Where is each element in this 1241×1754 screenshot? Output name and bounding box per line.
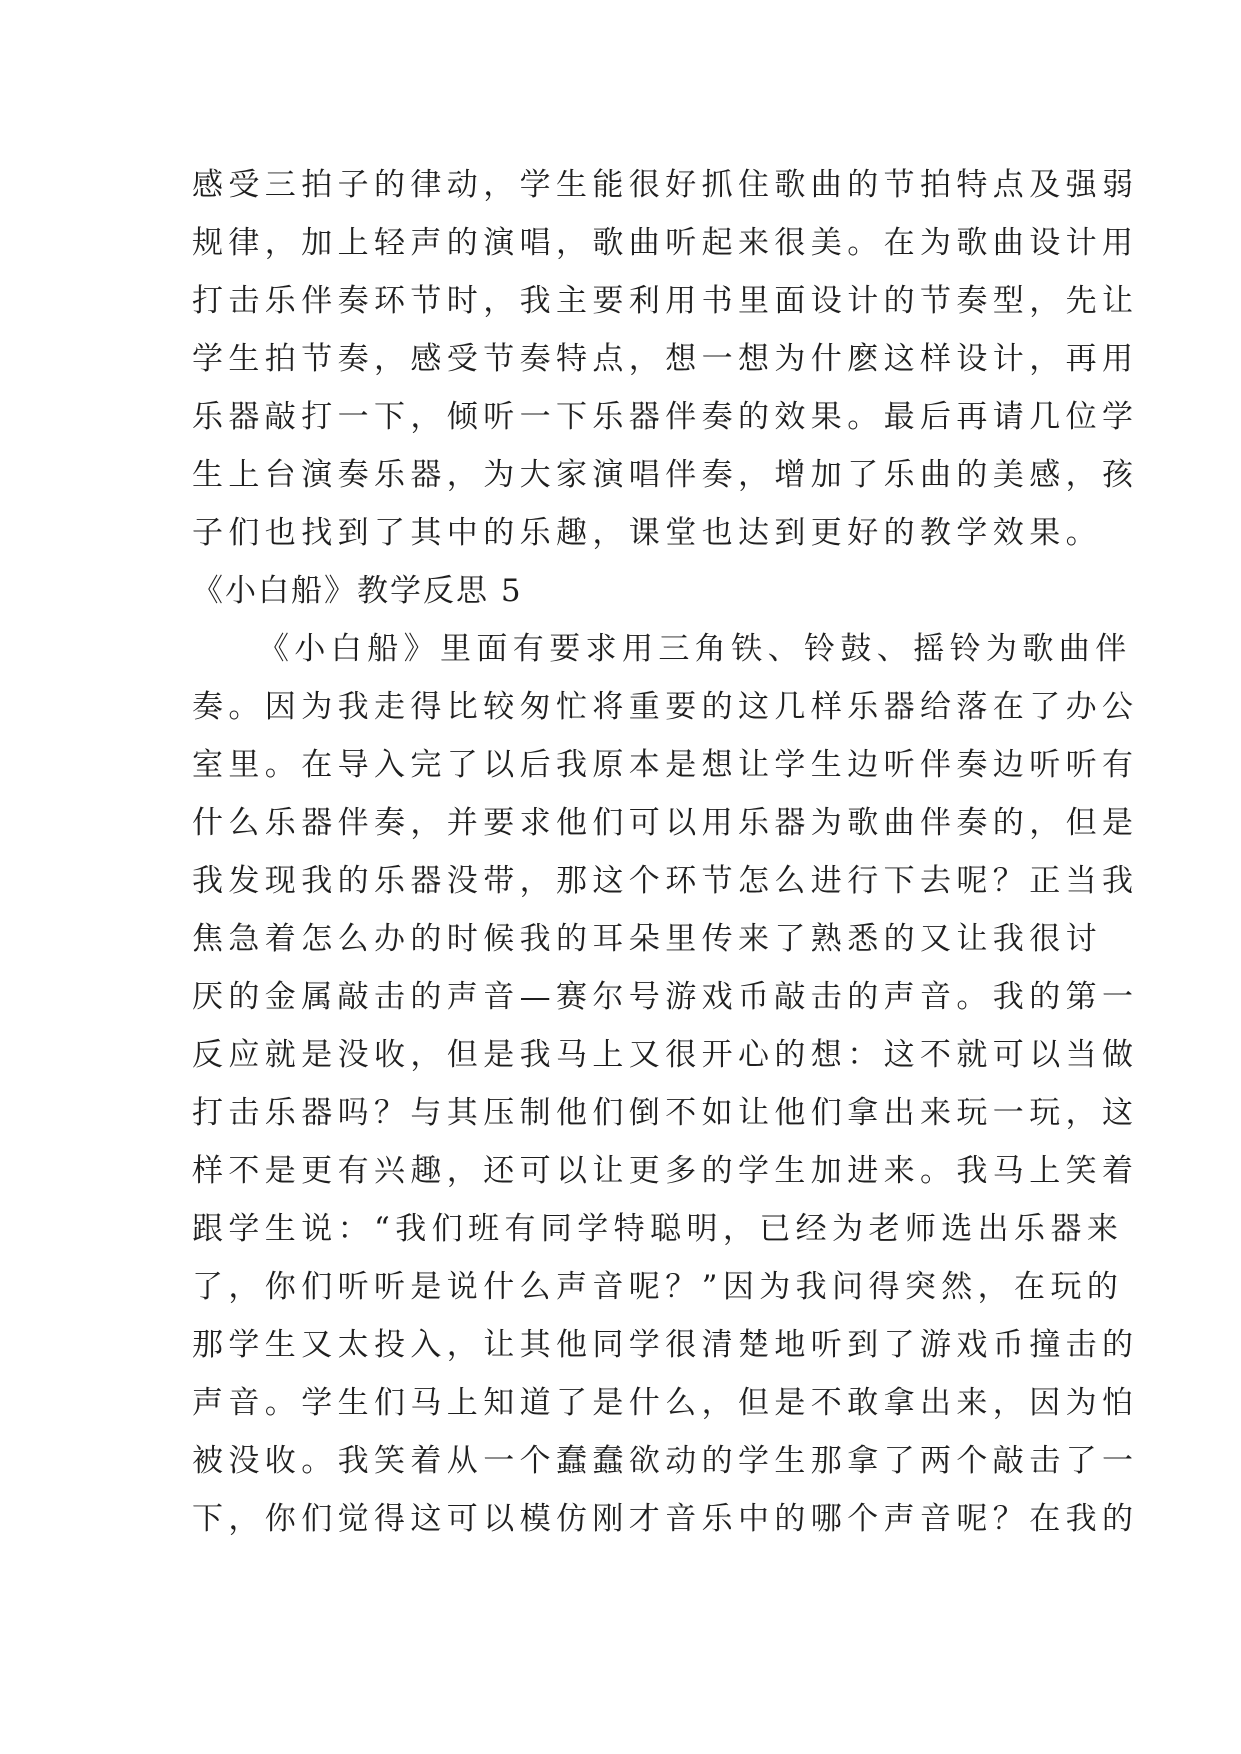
text-line: 规律，加上轻声的演唱，歌曲听起来很美。在为歌曲设计用 — [192, 225, 1139, 261]
text-line: 那学生又太投入，让其他同学很清楚地听到了游戏币撞击的 — [192, 1327, 1139, 1363]
text-line: 厌的金属敲击的声音—赛尔号游戏币敲击的声音。我的第一 — [192, 979, 1139, 1015]
text-line: 子们也找到了其中的乐趣，课堂也达到更好的教学效果。 — [192, 515, 1102, 551]
text-line: 打击乐器吗？与其压制他们倒不如让他们拿出来玩一玩，这 — [192, 1095, 1139, 1131]
text-line: 声音。学生们马上知道了是什么，但是不敢拿出来，因为怕 — [192, 1385, 1139, 1421]
document-body — [192, 156, 1139, 1548]
text-line: 奏。因为我走得比较匆忙将重要的这几样乐器给落在了办公 — [192, 689, 1139, 725]
text-line: 我发现我的乐器没带，那这个环节怎么进行下去呢？正当我 — [192, 863, 1139, 899]
section-heading: 《小白船》教学反思 5 — [192, 573, 523, 609]
text-line: 乐器敲打一下，倾听一下乐器伴奏的效果。最后再请几位学 — [192, 399, 1139, 435]
text-line: 生上台演奏乐器，为大家演唱伴奏，增加了乐曲的美感，孩 — [192, 457, 1139, 493]
text-line: 反应就是没收，但是我马上又很开心的想：这不就可以当做 — [192, 1037, 1139, 1073]
text-line: 学生拍节奏，感受节奏特点，想一想为什麽这样设计，再用 — [192, 341, 1139, 377]
text-line: 感受三拍子的律动，学生能很好抓住歌曲的节拍特点及强弱 — [192, 167, 1139, 203]
text-line: 打击乐伴奏环节时，我主要利用书里面设计的节奏型，先让 — [192, 283, 1139, 319]
text-line: 跟学生说：“我们班有同学特聪明，已经为老师选出乐器来 — [192, 1211, 1124, 1247]
text-line: 什么乐器伴奏，并要求他们可以用乐器为歌曲伴奏的，但是 — [192, 805, 1139, 841]
text-line: 被没收。我笑着从一个蠢蠢欲动的学生那拿了两个敲击了一 — [192, 1443, 1139, 1479]
text-line: 下，你们觉得这可以模仿刚才音乐中的哪个声音呢？在我的 — [192, 1501, 1139, 1537]
text-line: 样不是更有兴趣，还可以让更多的学生加进来。我马上笑着 — [192, 1153, 1139, 1189]
text-line: 室里。在导入完了以后我原本是想让学生边听伴奏边听听有 — [192, 747, 1139, 783]
text-line: 了，你们听听是说什么声音呢？”因为我问得突然，在玩的 — [192, 1269, 1124, 1305]
text-line: 焦急着怎么办的时候我的耳朵里传来了熟悉的又让我很讨 — [192, 921, 1102, 957]
text-line: 《小白船》里面有要求用三角铁、铃鼓、摇铃为歌曲伴 — [258, 631, 1132, 667]
